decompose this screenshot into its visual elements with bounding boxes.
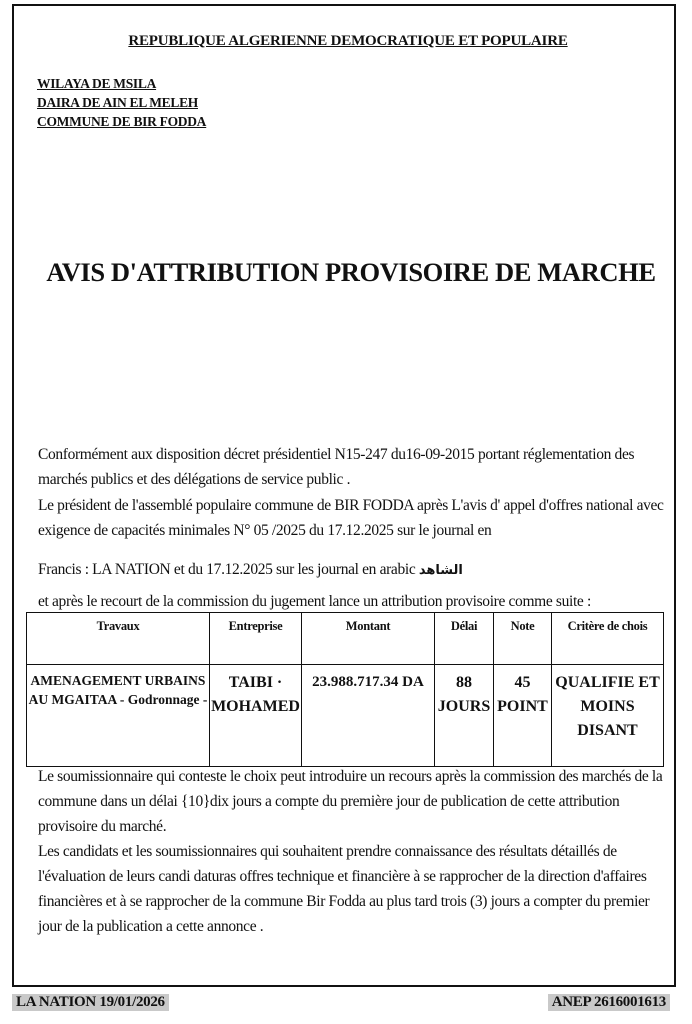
- republic-heading: REPUBLIQUE ALGERIENNE DEMOCRATIQUE ET POPULAIRE: [128, 33, 568, 49]
- header-entreprise: Entreprise: [210, 613, 302, 665]
- paragraph-recourse: Le soumissionnaire qui conteste le choix peut introduire un recours après la commission des marchés de la commune dans un délai {10}dix jours a compte du première jour de publication de cette attribution provisoire du marché.: [38, 768, 663, 835]
- notice-title: AVIS D'ATTRIBUTION PROVISOIRE DE MARCHE: [46, 257, 656, 287]
- journals-text: Francis : LA NATION et du 17.12.2025 sur les journal en arabic: [38, 561, 416, 578]
- paragraph-commission: et après le recourt de la commission du jugement lance un attribution provisoire comme suite :: [38, 593, 591, 610]
- cell-travaux: AMENAGEMENT URBAINS AU MGAITAA - Godronnage -: [27, 665, 210, 767]
- paragraph-journals: [38, 557, 666, 583]
- paragraph-results: Les candidats et les soumissionnaires qui souhaitent prendre connaissance des résultats détaillés de l'évaluation de leurs candi daturas offres technique et financière à se rapprocher de la direction d'affaires financières et à se rapprocher de la commune Bir Fodda au plus tard trois (3) jours a compter du premier jour de la publication a cette annonce .: [38, 843, 650, 935]
- cell-montant: 23.988.717.34 DA: [302, 665, 435, 767]
- attribution-table: [26, 612, 664, 767]
- cell-delai: 88 JOURS: [435, 665, 494, 767]
- cell-critere: QUALIFIE ET MOINS DISANT: [552, 665, 664, 767]
- commune-line: COMMUNE DE BIR FODDA: [37, 114, 207, 129]
- publication-label: LA NATION 19/01/2026: [12, 994, 169, 1011]
- paragraph-decree: Conformément aux disposition décret présidentiel N15-247 du16-09-2015 portant réglementation des marchés publics et des délégations de service public .: [38, 446, 635, 488]
- header-travaux: Travaux: [27, 613, 210, 665]
- wilaya-line: WILAYA DE MSILA: [37, 76, 157, 91]
- recourse-paragraphs: [38, 764, 666, 939]
- header-montant: Montant: [302, 613, 435, 665]
- paragraph-president: Le président de l'assemblé populaire commune de BIR FODDA après L'avis d' appel d'offres national avec exigence de capacités minimales N° 05 /2025 du 17.12.2025 sur le journal en: [38, 497, 664, 539]
- table-header-row: [27, 613, 664, 665]
- daira-line: DAIRA DE AIN EL MELEH: [37, 95, 198, 110]
- cell-note: 45 POINT: [494, 665, 552, 767]
- cell-entreprise: TAIBI · MOHAMED: [210, 665, 302, 767]
- arabic-journal-name: الشاهد: [418, 563, 463, 578]
- header-critere: Critère de chois: [552, 613, 664, 665]
- header-delai: Délai: [435, 613, 494, 665]
- header-note: Note: [494, 613, 552, 665]
- administrative-header: [37, 74, 206, 131]
- anep-reference: ANEP 2616001613: [548, 994, 670, 1011]
- table-row: [27, 665, 664, 767]
